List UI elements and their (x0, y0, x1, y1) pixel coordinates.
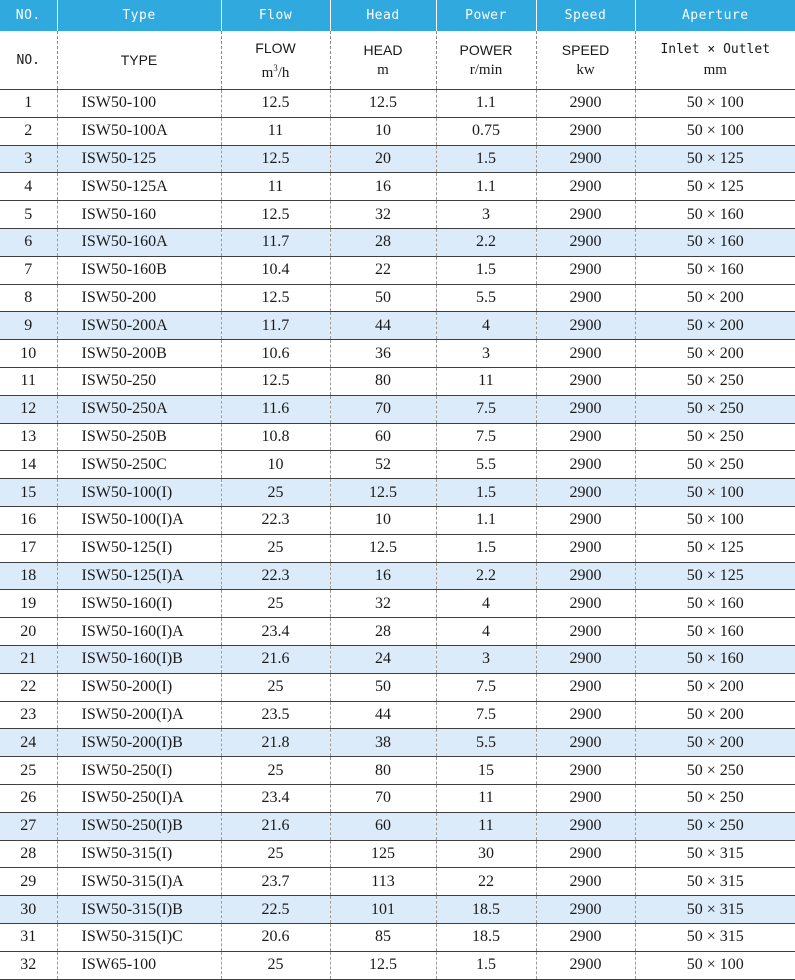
cell-aperture: 50 × 200 (635, 284, 795, 312)
cell-speed: 2900 (536, 451, 635, 479)
cell-head: 28 (330, 228, 436, 256)
flow-unit-m: m (262, 65, 274, 81)
cell-power: 1.5 (436, 951, 536, 979)
cell-aperture: 50 × 100 (635, 479, 795, 507)
cell-type: ISW50-160(I) (57, 590, 221, 618)
cell-no: 32 (0, 951, 57, 979)
cell-no: 22 (0, 673, 57, 701)
cell-power: 7.5 (436, 423, 536, 451)
cell-speed: 2900 (536, 562, 635, 590)
cell-power: 1.5 (436, 534, 536, 562)
cell-aperture: 50 × 100 (635, 951, 795, 979)
cell-speed: 2900 (536, 423, 635, 451)
table-row (0, 145, 795, 173)
cell-head: 10 (330, 117, 436, 145)
cell-aperture: 50 × 200 (635, 673, 795, 701)
table-row (0, 812, 795, 840)
cell-no: 27 (0, 812, 57, 840)
cell-no: 30 (0, 896, 57, 924)
cell-flow: 23.7 (221, 868, 330, 896)
cell-flow: 11.7 (221, 312, 330, 340)
caps-speed-unit: kw (537, 60, 635, 80)
cell-speed: 2900 (536, 951, 635, 979)
table-row (0, 173, 795, 201)
cell-head: 20 (330, 145, 436, 173)
cell-power: 1.5 (436, 145, 536, 173)
table-row (0, 479, 795, 507)
cell-head: 44 (330, 701, 436, 729)
cell-type: ISW50-160B (57, 256, 221, 284)
cell-power: 5.5 (436, 284, 536, 312)
cell-aperture: 50 × 250 (635, 812, 795, 840)
header-speed: Speed (536, 0, 635, 31)
cell-type: ISW50-125 (57, 145, 221, 173)
cell-flow: 10.8 (221, 423, 330, 451)
table-row (0, 506, 795, 534)
cell-head: 16 (330, 173, 436, 201)
cell-no: 8 (0, 284, 57, 312)
cell-power: 7.5 (436, 701, 536, 729)
cell-speed: 2900 (536, 506, 635, 534)
cell-power: 22 (436, 868, 536, 896)
cell-aperture: 50 × 315 (635, 896, 795, 924)
table-row (0, 896, 795, 924)
cell-head: 44 (330, 312, 436, 340)
cell-flow: 23.5 (221, 701, 330, 729)
caps-speed (536, 31, 635, 90)
cell-head: 28 (330, 618, 436, 646)
cell-speed: 2900 (536, 145, 635, 173)
cell-type: ISW65-100 (57, 951, 221, 979)
cell-no: 6 (0, 228, 57, 256)
table-row (0, 256, 795, 284)
cell-no: 13 (0, 423, 57, 451)
cell-no: 10 (0, 340, 57, 368)
cell-no: 16 (0, 506, 57, 534)
cell-no: 3 (0, 145, 57, 173)
cell-aperture: 50 × 125 (635, 173, 795, 201)
cell-speed: 2900 (536, 173, 635, 201)
table-row (0, 868, 795, 896)
table-row (0, 673, 795, 701)
cell-type: ISW50-250(I)A (57, 784, 221, 812)
cell-head: 50 (330, 284, 436, 312)
cell-speed: 2900 (536, 284, 635, 312)
table-row (0, 951, 795, 979)
table-row (0, 590, 795, 618)
cell-speed: 2900 (536, 701, 635, 729)
cell-no: 23 (0, 701, 57, 729)
table-row (0, 201, 795, 229)
cell-aperture: 50 × 125 (635, 145, 795, 173)
cell-head: 32 (330, 201, 436, 229)
cell-flow: 25 (221, 951, 330, 979)
cell-head: 101 (330, 896, 436, 924)
cell-type: ISW50-315(I)C (57, 923, 221, 951)
cell-power: 18.5 (436, 896, 536, 924)
cell-power: 0.75 (436, 117, 536, 145)
caps-head (330, 31, 436, 90)
cell-type: ISW50-200(I)B (57, 729, 221, 757)
cell-power: 1.5 (436, 256, 536, 284)
header-row-english (0, 0, 795, 31)
table-row (0, 923, 795, 951)
cell-aperture: 50 × 100 (635, 90, 795, 118)
header-power: Power (436, 0, 536, 31)
caps-power (436, 31, 536, 90)
cell-type: ISW50-200B (57, 340, 221, 368)
cell-power: 30 (436, 840, 536, 868)
cell-type: ISW50-125(I)A (57, 562, 221, 590)
cell-head: 113 (330, 868, 436, 896)
cell-aperture: 50 × 125 (635, 562, 795, 590)
cell-flow: 25 (221, 590, 330, 618)
caps-flow-unit (222, 58, 330, 83)
header-row-caps (0, 31, 795, 90)
cell-aperture: 50 × 200 (635, 701, 795, 729)
cell-power: 7.5 (436, 395, 536, 423)
cell-speed: 2900 (536, 201, 635, 229)
header-head: Head (330, 0, 436, 31)
header-type: Type (57, 0, 221, 31)
cell-no: 19 (0, 590, 57, 618)
caps-type-label: TYPE (121, 52, 158, 68)
cell-head: 38 (330, 729, 436, 757)
cell-no: 25 (0, 757, 57, 785)
cell-power: 3 (436, 645, 536, 673)
table-row (0, 618, 795, 646)
cell-head: 60 (330, 423, 436, 451)
cell-speed: 2900 (536, 645, 635, 673)
cell-aperture: 50 × 315 (635, 840, 795, 868)
cell-flow: 23.4 (221, 784, 330, 812)
cell-flow: 21.8 (221, 729, 330, 757)
cell-no: 15 (0, 479, 57, 507)
caps-speed-label: SPEED (537, 40, 635, 60)
cell-flow: 22.5 (221, 896, 330, 924)
cell-power: 1.5 (436, 479, 536, 507)
cell-aperture: 50 × 250 (635, 451, 795, 479)
cell-flow: 12.5 (221, 145, 330, 173)
cell-aperture: 50 × 200 (635, 340, 795, 368)
caps-aperture (635, 31, 795, 90)
cell-flow: 21.6 (221, 812, 330, 840)
cell-flow: 25 (221, 673, 330, 701)
cell-speed: 2900 (536, 868, 635, 896)
cell-speed: 2900 (536, 673, 635, 701)
cell-aperture: 50 × 160 (635, 590, 795, 618)
cell-flow: 12.5 (221, 367, 330, 395)
cell-power: 11 (436, 784, 536, 812)
cell-type: ISW50-200(I)A (57, 701, 221, 729)
cell-power: 4 (436, 312, 536, 340)
cell-head: 12.5 (330, 90, 436, 118)
cell-type: ISW50-200(I) (57, 673, 221, 701)
cell-flow: 12.5 (221, 90, 330, 118)
table-row (0, 534, 795, 562)
cell-flow: 10.6 (221, 340, 330, 368)
cell-no: 21 (0, 645, 57, 673)
cell-flow: 25 (221, 840, 330, 868)
cell-aperture: 50 × 100 (635, 117, 795, 145)
cell-power: 5.5 (436, 729, 536, 757)
cell-power: 1.1 (436, 506, 536, 534)
cell-flow: 25 (221, 479, 330, 507)
cell-flow: 23.4 (221, 618, 330, 646)
caps-flow-label: FLOW (222, 38, 330, 58)
cell-type: ISW50-250B (57, 423, 221, 451)
cell-no: 9 (0, 312, 57, 340)
cell-speed: 2900 (536, 923, 635, 951)
cell-speed: 2900 (536, 228, 635, 256)
caps-no (0, 31, 57, 90)
cell-no: 12 (0, 395, 57, 423)
cell-head: 22 (330, 256, 436, 284)
cell-power: 18.5 (436, 923, 536, 951)
cell-power: 1.1 (436, 90, 536, 118)
caps-power-label: POWER (437, 40, 536, 60)
cell-head: 12.5 (330, 534, 436, 562)
caps-aperture-label: Inlet × Outlet (636, 40, 795, 60)
cell-aperture: 50 × 160 (635, 201, 795, 229)
cell-head: 32 (330, 590, 436, 618)
cell-type: ISW50-100(I)A (57, 506, 221, 534)
header-no: NO. (0, 0, 57, 31)
cell-type: ISW50-100(I) (57, 479, 221, 507)
table-body (0, 90, 795, 980)
cell-aperture: 50 × 315 (635, 923, 795, 951)
cell-head: 12.5 (330, 479, 436, 507)
cell-aperture: 50 × 200 (635, 312, 795, 340)
cell-no: 14 (0, 451, 57, 479)
cell-power: 11 (436, 367, 536, 395)
cell-head: 52 (330, 451, 436, 479)
cell-type: ISW50-250(I) (57, 757, 221, 785)
cell-power: 2.2 (436, 228, 536, 256)
cell-head: 80 (330, 757, 436, 785)
cell-speed: 2900 (536, 256, 635, 284)
cell-speed: 2900 (536, 340, 635, 368)
cell-type: ISW50-160A (57, 228, 221, 256)
cell-head: 50 (330, 673, 436, 701)
cell-no: 1 (0, 90, 57, 118)
cell-type: ISW50-315(I) (57, 840, 221, 868)
table-row (0, 757, 795, 785)
cell-speed: 2900 (536, 367, 635, 395)
cell-type: ISW50-125(I) (57, 534, 221, 562)
cell-aperture: 50 × 160 (635, 228, 795, 256)
cell-aperture: 50 × 160 (635, 618, 795, 646)
table-row (0, 90, 795, 118)
cell-speed: 2900 (536, 896, 635, 924)
cell-speed: 2900 (536, 117, 635, 145)
cell-flow: 12.5 (221, 284, 330, 312)
cell-speed: 2900 (536, 90, 635, 118)
cell-aperture: 50 × 125 (635, 534, 795, 562)
cell-head: 12.5 (330, 951, 436, 979)
cell-head: 16 (330, 562, 436, 590)
cell-speed: 2900 (536, 618, 635, 646)
header-aperture: Aperture (635, 0, 795, 31)
table-row (0, 367, 795, 395)
cell-aperture: 50 × 315 (635, 868, 795, 896)
cell-head: 24 (330, 645, 436, 673)
cell-flow: 22.3 (221, 562, 330, 590)
cell-no: 29 (0, 868, 57, 896)
cell-aperture: 50 × 250 (635, 395, 795, 423)
cell-no: 5 (0, 201, 57, 229)
cell-type: ISW50-250A (57, 395, 221, 423)
cell-speed: 2900 (536, 812, 635, 840)
cell-head: 70 (330, 784, 436, 812)
cell-speed: 2900 (536, 312, 635, 340)
cell-speed: 2900 (536, 395, 635, 423)
cell-flow: 25 (221, 757, 330, 785)
cell-power: 5.5 (436, 451, 536, 479)
cell-flow: 21.6 (221, 645, 330, 673)
cell-aperture: 50 × 200 (635, 729, 795, 757)
cell-flow: 11.7 (221, 228, 330, 256)
cell-speed: 2900 (536, 590, 635, 618)
cell-type: ISW50-200 (57, 284, 221, 312)
cell-type: ISW50-250C (57, 451, 221, 479)
cell-speed: 2900 (536, 479, 635, 507)
header-flow: Flow (221, 0, 330, 31)
cell-head: 36 (330, 340, 436, 368)
cell-type: ISW50-250(I)B (57, 812, 221, 840)
cell-no: 20 (0, 618, 57, 646)
cell-power: 3 (436, 201, 536, 229)
cell-no: 11 (0, 367, 57, 395)
cell-aperture: 50 × 250 (635, 784, 795, 812)
cell-no: 7 (0, 256, 57, 284)
cell-head: 60 (330, 812, 436, 840)
table-row (0, 701, 795, 729)
cell-power: 7.5 (436, 673, 536, 701)
caps-head-label: HEAD (331, 40, 436, 60)
cell-type: ISW50-200A (57, 312, 221, 340)
caps-head-unit: m (331, 60, 436, 80)
cell-type: ISW50-315(I)A (57, 868, 221, 896)
caps-no-label: NO. (17, 53, 40, 68)
table-row (0, 729, 795, 757)
cell-head: 85 (330, 923, 436, 951)
cell-flow: 11 (221, 117, 330, 145)
cell-flow: 25 (221, 534, 330, 562)
table-row (0, 423, 795, 451)
cell-speed: 2900 (536, 534, 635, 562)
cell-no: 2 (0, 117, 57, 145)
cell-no: 18 (0, 562, 57, 590)
cell-aperture: 50 × 250 (635, 757, 795, 785)
cell-head: 125 (330, 840, 436, 868)
cell-power: 4 (436, 618, 536, 646)
cell-head: 70 (330, 395, 436, 423)
cell-flow: 20.6 (221, 923, 330, 951)
cell-power: 2.2 (436, 562, 536, 590)
cell-no: 17 (0, 534, 57, 562)
cell-head: 80 (330, 367, 436, 395)
cell-no: 24 (0, 729, 57, 757)
caps-flow (221, 31, 330, 90)
table-row (0, 395, 795, 423)
cell-flow: 22.3 (221, 506, 330, 534)
cell-type: ISW50-250 (57, 367, 221, 395)
cell-type: ISW50-160(I)A (57, 618, 221, 646)
table-row (0, 228, 795, 256)
cell-speed: 2900 (536, 729, 635, 757)
table-row (0, 312, 795, 340)
cell-no: 28 (0, 840, 57, 868)
table-row (0, 340, 795, 368)
cell-speed: 2900 (536, 784, 635, 812)
table-row (0, 784, 795, 812)
cell-power: 15 (436, 757, 536, 785)
cell-flow: 11 (221, 173, 330, 201)
cell-no: 26 (0, 784, 57, 812)
table-row (0, 645, 795, 673)
cell-type: ISW50-160(I)B (57, 645, 221, 673)
flow-unit-h: /h (278, 65, 290, 81)
cell-flow: 12.5 (221, 201, 330, 229)
cell-flow: 10 (221, 451, 330, 479)
cell-type: ISW50-315(I)B (57, 896, 221, 924)
cell-power: 3 (436, 340, 536, 368)
table-row (0, 117, 795, 145)
cell-type: ISW50-100 (57, 90, 221, 118)
table-row (0, 284, 795, 312)
cell-type: ISW50-100A (57, 117, 221, 145)
cell-type: ISW50-160 (57, 201, 221, 229)
cell-flow: 10.4 (221, 256, 330, 284)
table-row (0, 562, 795, 590)
cell-head: 10 (330, 506, 436, 534)
cell-aperture: 50 × 160 (635, 645, 795, 673)
cell-type: ISW50-125A (57, 173, 221, 201)
caps-aperture-unit: mm (636, 60, 795, 80)
cell-aperture: 50 × 160 (635, 256, 795, 284)
table-row (0, 840, 795, 868)
flow-unit-sup: 3 (273, 63, 278, 73)
cell-aperture: 50 × 100 (635, 506, 795, 534)
cell-power: 4 (436, 590, 536, 618)
cell-no: 4 (0, 173, 57, 201)
cell-speed: 2900 (536, 840, 635, 868)
cell-power: 1.1 (436, 173, 536, 201)
cell-aperture: 50 × 250 (635, 423, 795, 451)
caps-power-unit: r/min (437, 60, 536, 80)
cell-power: 11 (436, 812, 536, 840)
cell-flow: 11.6 (221, 395, 330, 423)
caps-type (57, 31, 221, 90)
cell-speed: 2900 (536, 757, 635, 785)
table-row (0, 451, 795, 479)
cell-no: 31 (0, 923, 57, 951)
cell-aperture: 50 × 250 (635, 367, 795, 395)
